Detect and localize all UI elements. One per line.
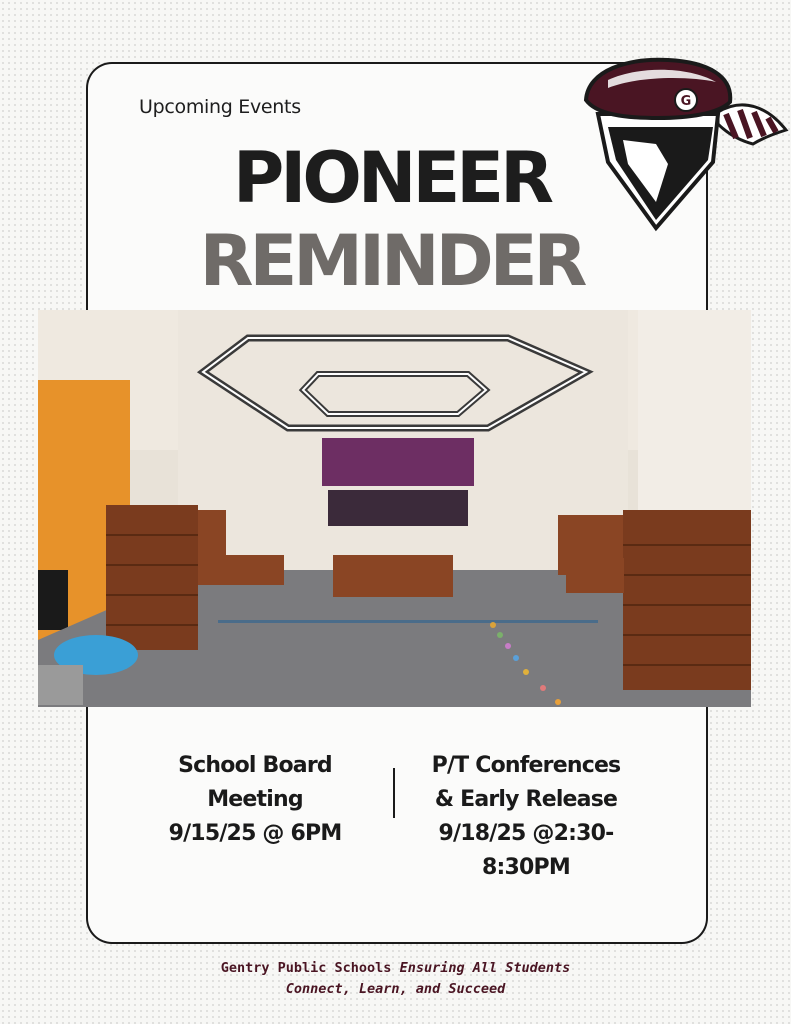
event-divider [393, 768, 395, 818]
logo-letter: G [680, 94, 692, 109]
event-school-board [150, 749, 360, 851]
event-line: 9/15/25 @ 6PM [168, 821, 342, 846]
event-line: 9/18/25 @2:30- [438, 821, 614, 846]
footer-line-1 [0, 960, 791, 976]
event-conferences [418, 749, 634, 885]
title-line-2: REMINDER [199, 220, 584, 302]
footer-line-2 [0, 981, 791, 997]
event-line: & Early Release [434, 787, 618, 812]
footer-org: Gentry Public Schools [220, 960, 392, 976]
event-line: P/T Conferences [431, 753, 621, 778]
event-line: 8:30PM [482, 855, 570, 880]
footer-motto-2: Connect, Learn, and Succeed [285, 981, 506, 997]
footer-motto-1: Ensuring All Students [399, 960, 571, 976]
pioneer-mascot-icon [568, 52, 790, 232]
library-photo [38, 310, 751, 707]
event-line: School Board [178, 753, 332, 778]
eyebrow-text: Upcoming Events [139, 96, 301, 118]
event-line: Meeting [207, 787, 303, 812]
title-line-1: PIONEER [233, 137, 550, 219]
